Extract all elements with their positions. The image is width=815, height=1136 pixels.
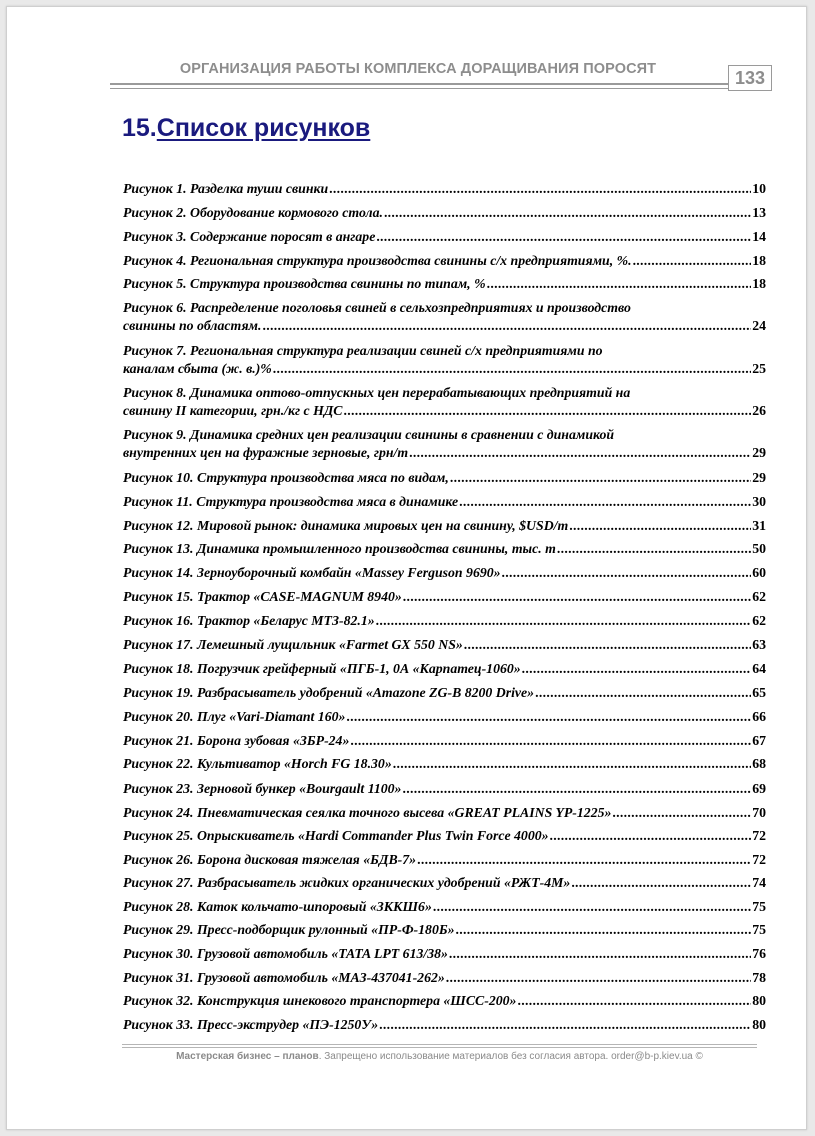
toc-entry-line bbox=[123, 708, 766, 726]
dot-leader bbox=[417, 851, 751, 869]
toc-entry-text: Рисунок 24. Пневматическая сеялка точного высева «GREAT PLAINS YP-1225» bbox=[123, 805, 612, 820]
toc-entry-line bbox=[123, 469, 766, 487]
dot-leader bbox=[350, 732, 751, 750]
toc-entry-line bbox=[123, 517, 766, 535]
toc-entry-line bbox=[123, 540, 766, 558]
toc-page-number: 64 bbox=[752, 661, 766, 676]
toc-entry[interactable] bbox=[123, 228, 766, 246]
toc-entry[interactable] bbox=[123, 180, 766, 198]
toc-page-number: 72 bbox=[752, 852, 766, 867]
toc-page-number: 62 bbox=[752, 613, 766, 628]
dot-leader bbox=[446, 969, 751, 987]
toc-entry-line bbox=[123, 851, 766, 869]
toc-entry-text: Рисунок 18. Погрузчик грейферный «ПГБ-1, 0А «Карпатец-1060» bbox=[123, 661, 521, 676]
toc-entry-line bbox=[123, 252, 766, 270]
toc-entry-text: Рисунок 17. Лемешный лущильник «Farmet GX 550 NS» bbox=[123, 637, 463, 652]
toc-entry-line bbox=[123, 898, 766, 916]
toc-entry-text: Рисунок 3. Содержание поросят в ангаре bbox=[123, 229, 376, 244]
dot-leader bbox=[402, 780, 751, 798]
dot-leader bbox=[384, 204, 751, 222]
toc-entry[interactable] bbox=[123, 636, 766, 654]
toc-entry-text: Рисунок 6. Распределение поголовья свиней в сельхозпредприятиях и производство bbox=[123, 300, 631, 315]
toc-entry-line bbox=[123, 493, 766, 511]
dot-leader bbox=[376, 612, 752, 630]
toc-entry-text: Рисунок 15. Трактор «CASE-MAGNUM 8940» bbox=[123, 589, 402, 604]
toc-entry-line bbox=[123, 992, 766, 1010]
toc-entry-line bbox=[123, 660, 766, 678]
toc-page-number: 74 bbox=[752, 875, 766, 890]
toc-page-number: 26 bbox=[752, 403, 766, 418]
toc-entry-text: Рисунок 28. Каток кольчато-шпоровый «ЗККШ6» bbox=[123, 899, 432, 914]
toc-page-number: 67 bbox=[752, 733, 766, 748]
toc-entry-text: Рисунок 31. Грузовой автомобиль «МАЗ-437041-262» bbox=[123, 970, 445, 985]
toc-entry-text: Рисунок 4. Региональная структура производства свинины с/х предприятиями, %. bbox=[123, 253, 632, 268]
dot-leader bbox=[450, 469, 751, 487]
toc-entry-line bbox=[123, 612, 766, 630]
footer-brand: Мастерская бизнес – планов bbox=[176, 1051, 319, 1062]
toc-entry-text: Рисунок 21. Борона зубовая «ЗБР-24» bbox=[123, 733, 350, 748]
toc-entry[interactable] bbox=[123, 780, 766, 798]
toc-page-number: 80 bbox=[752, 993, 766, 1008]
toc-entry[interactable] bbox=[123, 969, 766, 987]
toc-entry-text: Рисунок 33. Пресс-экструдер «ПЭ-1250У» bbox=[123, 1017, 379, 1032]
section-number: 15. bbox=[122, 114, 157, 142]
dot-leader bbox=[557, 540, 751, 558]
toc-page-number: 14 bbox=[752, 229, 766, 244]
toc-entry[interactable] bbox=[123, 804, 766, 822]
toc-page-number: 50 bbox=[752, 541, 766, 556]
toc-entry[interactable] bbox=[123, 612, 766, 630]
toc-page-number: 78 bbox=[752, 970, 766, 985]
toc-entry[interactable] bbox=[123, 275, 766, 293]
toc-page-number: 29 bbox=[752, 470, 766, 485]
dot-leader bbox=[273, 360, 751, 378]
toc-entry-text: Рисунок 25. Опрыскиватель «Hardi Commander Plus Twin Force 4000» bbox=[123, 828, 549, 843]
toc-entry-line bbox=[123, 684, 766, 702]
toc-entry[interactable] bbox=[123, 684, 766, 702]
toc-entry-text: Рисунок 11. Структура производства мяса в динамике bbox=[123, 494, 459, 509]
toc-page-number: 75 bbox=[752, 899, 766, 914]
toc-entry[interactable] bbox=[123, 851, 766, 869]
toc-entry[interactable] bbox=[123, 708, 766, 726]
dot-leader bbox=[550, 827, 752, 845]
header-rule bbox=[110, 83, 728, 85]
toc-page-number: 63 bbox=[752, 637, 766, 652]
section-heading bbox=[122, 114, 370, 143]
dot-leader bbox=[459, 493, 751, 511]
toc-entry-text: внутренних цен на фуражные зерновые, грн/т bbox=[123, 445, 409, 460]
toc-entry[interactable] bbox=[123, 564, 766, 582]
toc-entry[interactable] bbox=[123, 898, 766, 916]
toc-entry[interactable] bbox=[123, 252, 766, 270]
dot-leader bbox=[633, 252, 752, 270]
toc-entry-line bbox=[123, 444, 766, 462]
toc-entry-text: Рисунок 19. Разбрасыватель удобрений «Amazone ZG-B 8200 Drive» bbox=[123, 685, 535, 700]
toc-entry[interactable] bbox=[123, 493, 766, 511]
toc-entry-line bbox=[123, 780, 766, 798]
toc-entry-line bbox=[123, 945, 766, 963]
toc-entry[interactable] bbox=[123, 660, 766, 678]
toc-entry-text: свинины по областям. bbox=[123, 318, 262, 333]
toc-entry-text: Рисунок 14. Зерноуборочный комбайн «Massey Ferguson 9690» bbox=[123, 565, 501, 580]
toc-page-number: 68 bbox=[752, 756, 766, 771]
toc-entry-line bbox=[123, 732, 766, 750]
toc-entry-text: Рисунок 13. Динамика промышленного производства свинины, тыс. т bbox=[123, 541, 556, 556]
toc-entry[interactable] bbox=[123, 540, 766, 558]
toc-page-number: 60 bbox=[752, 565, 766, 580]
toc-entry[interactable] bbox=[123, 204, 766, 222]
toc-entry-line bbox=[123, 180, 766, 198]
toc-page-number: 18 bbox=[752, 253, 766, 268]
dot-leader bbox=[433, 898, 751, 916]
toc-page-number: 66 bbox=[752, 709, 766, 724]
toc-entry[interactable] bbox=[123, 426, 766, 462]
page-footer bbox=[122, 1051, 757, 1062]
dot-leader bbox=[346, 708, 751, 726]
toc-page-number: 10 bbox=[752, 181, 766, 196]
toc-entry-text: Рисунок 29. Пресс-подборщик рулонный «ПР-Ф-180Б» bbox=[123, 922, 455, 937]
dot-leader bbox=[612, 804, 751, 822]
dot-leader bbox=[403, 588, 751, 606]
toc-entry-text: Рисунок 27. Разбрасыватель жидких органических удобрений «РЖТ-4М» bbox=[123, 875, 571, 890]
toc-page-number: 13 bbox=[752, 205, 766, 220]
header-rule-thin bbox=[110, 88, 728, 89]
toc-entry-line bbox=[123, 874, 766, 892]
toc-entry[interactable] bbox=[123, 992, 766, 1010]
toc-page-number: 29 bbox=[752, 445, 766, 460]
toc-entry-line bbox=[123, 564, 766, 582]
toc-entry-text: Рисунок 20. Плуг «Vari-Diamant 160» bbox=[123, 709, 346, 724]
toc-entry-line bbox=[123, 921, 766, 939]
toc-entry-line bbox=[123, 204, 766, 222]
toc-entry-text: Рисунок 23. Зерновой бункер «Bourgault 1100» bbox=[123, 781, 402, 796]
toc-entry[interactable] bbox=[123, 469, 766, 487]
toc-page-number: 69 bbox=[752, 781, 766, 796]
toc-entry[interactable] bbox=[123, 1016, 766, 1034]
toc-page-number: 65 bbox=[752, 685, 766, 700]
toc-page-number: 80 bbox=[752, 1017, 766, 1032]
toc-entry[interactable] bbox=[123, 945, 766, 963]
running-header-title: ОРГАНИЗАЦИЯ РАБОТЫ КОМПЛЕКСА ДОРАЩИВАНИЯ ПОРОСЯТ bbox=[179, 61, 657, 77]
dot-leader bbox=[456, 921, 752, 939]
dot-leader bbox=[464, 636, 751, 654]
toc-entry-line bbox=[123, 317, 766, 335]
toc-entry[interactable] bbox=[123, 874, 766, 892]
toc-entry-text: Рисунок 8. Динамика оптово-отпускных цен перерабатывающих предприятий на bbox=[123, 385, 631, 400]
dot-leader bbox=[393, 755, 751, 773]
toc-entry-text: Рисунок 1. Разделка туши свинки bbox=[123, 181, 329, 196]
toc-entry-line bbox=[123, 1016, 766, 1034]
toc-entry[interactable] bbox=[123, 827, 766, 845]
toc-entry-text: Рисунок 30. Грузовой автомобиль «TATA LPT 613/38» bbox=[123, 946, 448, 961]
dot-leader bbox=[535, 684, 751, 702]
toc-entry-line bbox=[123, 275, 766, 293]
toc-entry-text: Рисунок 2. Оборудование кормового стола. bbox=[123, 205, 383, 220]
toc-entry-line bbox=[123, 588, 766, 606]
toc-entry-line bbox=[123, 360, 766, 378]
toc-entry-text: Рисунок 9. Динамика средних цен реализации свинины в сравнении с динамикой bbox=[123, 427, 615, 442]
toc-page-number: 72 bbox=[752, 828, 766, 843]
toc-page-number: 25 bbox=[752, 361, 766, 376]
toc-entry-text: Рисунок 12. Мировой рынок: динамика мировых цен на свинину, $USD/т bbox=[123, 518, 569, 533]
toc-page-number: 24 bbox=[752, 318, 766, 333]
toc-page-number: 62 bbox=[752, 589, 766, 604]
toc-page-number: 70 bbox=[752, 805, 766, 820]
section-title[interactable]: Список рисунков bbox=[156, 114, 371, 142]
toc-entry-text: Рисунок 26. Борона дисковая тяжелая «БДВ-7» bbox=[123, 852, 417, 867]
toc-entry-text: Рисунок 16. Трактор «Беларус МТЗ-82.1» bbox=[123, 613, 375, 628]
footer-text: . Запрещено использование материалов без согласия автора. order@b-p.kiev.ua © bbox=[318, 1051, 703, 1062]
toc-entry-line bbox=[123, 755, 766, 773]
toc-entry-text: свинину II категории, грн./кг с НДС bbox=[123, 403, 343, 418]
toc-entry[interactable] bbox=[123, 588, 766, 606]
toc-entry[interactable] bbox=[123, 921, 766, 939]
toc-entry-line bbox=[123, 402, 766, 420]
dot-leader bbox=[487, 275, 752, 293]
toc-entry-line bbox=[123, 636, 766, 654]
toc-page-number: 31 bbox=[752, 518, 766, 533]
dot-leader bbox=[571, 874, 751, 892]
dot-leader bbox=[409, 444, 751, 462]
toc-entry-text: Рисунок 5. Структура производства свинины по типам, % bbox=[123, 276, 486, 291]
footer-rule bbox=[122, 1044, 757, 1045]
footer-rule-thin bbox=[122, 1047, 757, 1048]
toc-page-number: 30 bbox=[752, 494, 766, 509]
toc-entry-line bbox=[123, 228, 766, 246]
toc-entry-text: Рисунок 32. Конструкция шнекового транспортера «ШСС-200» bbox=[123, 993, 517, 1008]
toc-entry[interactable] bbox=[123, 342, 766, 378]
toc-entry-line bbox=[123, 969, 766, 987]
dot-leader bbox=[262, 317, 751, 335]
dot-leader bbox=[517, 992, 751, 1010]
dot-leader bbox=[379, 1016, 751, 1034]
toc-entry-text: Рисунок 22. Культиватор «Horch FG 18.30» bbox=[123, 756, 392, 771]
dot-leader bbox=[449, 945, 751, 963]
toc-entry[interactable] bbox=[123, 299, 766, 335]
toc-page-number: 75 bbox=[752, 922, 766, 937]
toc-entry[interactable] bbox=[123, 732, 766, 750]
toc-entry-line bbox=[123, 827, 766, 845]
toc-entry[interactable] bbox=[123, 517, 766, 535]
dot-leader bbox=[522, 660, 752, 678]
toc-entry-text: Рисунок 7. Региональная структура реализации свиней с/х предприятиями по bbox=[123, 343, 603, 358]
toc-page-number: 76 bbox=[752, 946, 766, 961]
dot-leader bbox=[329, 180, 751, 198]
toc-page-number: 18 bbox=[752, 276, 766, 291]
toc-entry-line bbox=[123, 804, 766, 822]
dot-leader bbox=[569, 517, 751, 535]
page-number: 133 bbox=[728, 65, 772, 91]
toc-entry-text: каналам сбыта (ж. в.)% bbox=[123, 361, 272, 376]
toc-entry[interactable] bbox=[123, 384, 766, 420]
dot-leader bbox=[376, 228, 751, 246]
dot-leader bbox=[502, 564, 752, 582]
dot-leader bbox=[343, 402, 751, 420]
toc-entry-text: Рисунок 10. Структура производства мяса по видам, bbox=[123, 470, 449, 485]
toc-entry[interactable] bbox=[123, 755, 766, 773]
